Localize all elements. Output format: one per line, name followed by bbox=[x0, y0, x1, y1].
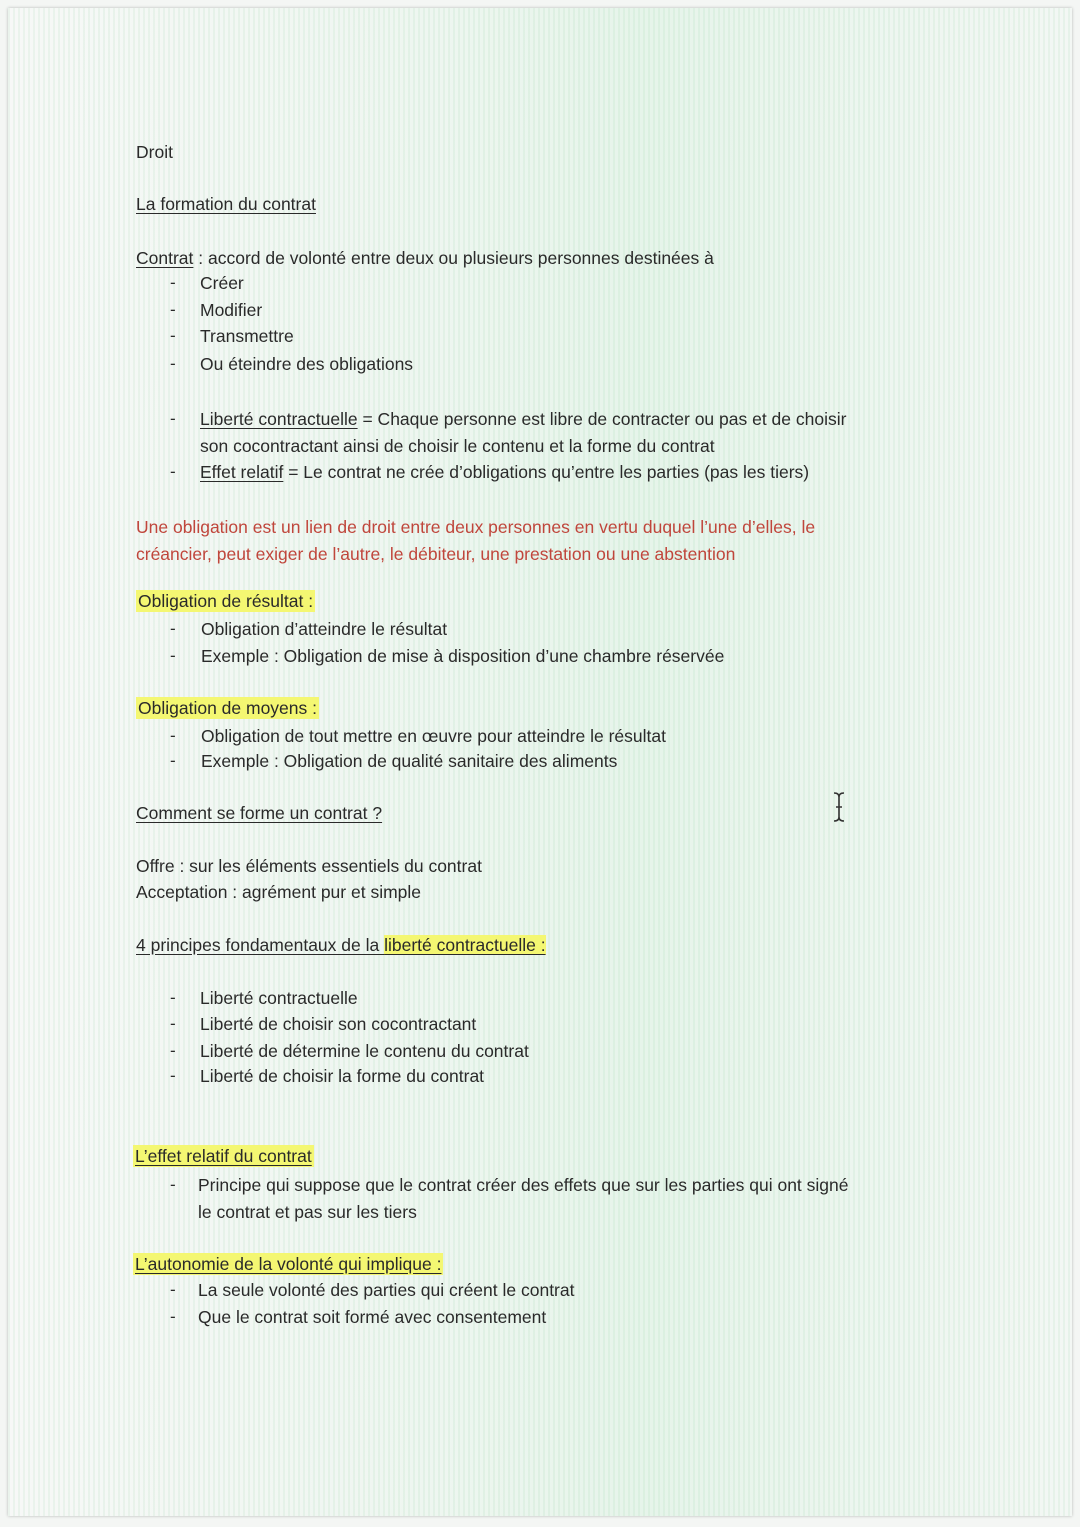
scanned-page: Droit La formation du contrat Contrat : accord de volonté entre deux ou plusieurs personnes destinées à - Créer - Modifier - Transmettre - Ou éteindre des obligations - Liberté contractuelle = Chaque personne est libre de contracter ou pas et de choisir son cocontractant ainsi de choisir le contenu et la forme du contrat - Effet relatif = Le contrat ne crée d’obligations qu’entre les parties (pas les tiers) Une obligation est un lien de droit entre deux personnes en vertu duquel l’une d’elles, le créancier, peut exiger de l’autre, le débiteur, une prestation ou une abstention Obligation de résultat : - Obligation d’atteindre le résultat - Exemple : Obligation de mise à disposition d’une chambre réservée Obligation de moyens : - Obligation de tout mettre en œuvre pour atteindre le résultat - Exemple : Obligation de qualité sanitaire des aliments Comment se forme un contrat ? Offre : sur les éléments essentiels du contrat Acceptation : agrément pur et simple 4 principes fondamentaux de la liberté contractuelle : - Liberté contractuelle - Liberté de choisir son cocontractant - Liberté de détermine le contenu du contrat - Liberté de choisir la forme du contrat L’effet relatif du contrat - Principe qui suppose que le contrat créer des effets que sur les parties qui ont signé le contrat et pas sur les tiers L’autonomie de la volonté qui implique : - La seule volonté des parties qui créent le contrat - Que le contrat soit formé avec consentement bbox=[8, 8, 1072, 1516]
list-item: Liberté de choisir la forme du contrat bbox=[200, 1066, 485, 1086]
offre-line: Offre : sur les éléments essentiels du contrat bbox=[136, 856, 482, 876]
liberte-line bbox=[200, 408, 846, 430]
liberte-text: = Chaque personne est libre de contracter ou pas et de choisir bbox=[357, 409, 847, 429]
list-item: Liberté de choisir son cocontractant bbox=[200, 1014, 477, 1034]
text-cursor-icon bbox=[832, 791, 846, 823]
effet-line bbox=[200, 461, 809, 483]
principes-heading bbox=[136, 934, 546, 956]
page-title: La formation du contrat bbox=[136, 194, 316, 214]
resultat-heading: Obligation de résultat : bbox=[138, 591, 314, 611]
list-item: Modifier bbox=[200, 300, 263, 320]
list-item: Créer bbox=[200, 273, 244, 293]
list-item: Exemple : Obligation de qualité sanitaire des aliments bbox=[201, 751, 618, 771]
list-item: La seule volonté des parties qui créent le contrat bbox=[198, 1280, 575, 1300]
list-item: Ou éteindre des obligations bbox=[200, 354, 414, 374]
liberte-line-2: son cocontractant ainsi de choisir le contenu et la forme du contrat bbox=[200, 436, 715, 456]
contrat-sep: : bbox=[193, 248, 208, 268]
subject-label: Droit bbox=[136, 142, 173, 162]
acceptation-line: Acceptation : agrément pur et simple bbox=[136, 882, 422, 902]
list-item: Liberté de détermine le contenu du contrat bbox=[200, 1041, 529, 1061]
list-item: Transmettre bbox=[200, 326, 294, 346]
obligation-definition-2: créancier, peut exiger de l’autre, le débiteur, une prestation ou une abstention bbox=[136, 544, 736, 564]
contrat-definition bbox=[136, 247, 714, 269]
liberte-term: Liberté contractuelle bbox=[200, 409, 358, 429]
list-item: Obligation de tout mettre en œuvre pour atteindre le résultat bbox=[201, 726, 666, 746]
effet-relatif-line-2: le contrat et pas sur les tiers bbox=[198, 1202, 417, 1222]
autonomie-heading: L’autonomie de la volonté qui implique : bbox=[135, 1254, 442, 1274]
principes-heading-b: liberté contractuelle : bbox=[384, 935, 546, 955]
moyens-heading: Obligation de moyens : bbox=[138, 698, 317, 718]
list-item: Que le contrat soit formé avec consentement bbox=[198, 1307, 547, 1327]
contrat-term: Contrat bbox=[136, 248, 194, 268]
effet-text: = Le contrat ne crée d’obligations qu’entre les parties (pas les tiers) bbox=[283, 462, 810, 482]
effet-relatif-heading: L’effet relatif du contrat bbox=[135, 1146, 312, 1166]
principes-heading-a: 4 principes fondamentaux de la bbox=[136, 935, 385, 955]
list-item: Obligation d’atteindre le résultat bbox=[201, 619, 448, 639]
forme-heading: Comment se forme un contrat ? bbox=[136, 803, 383, 823]
effet-relatif-line-1: Principe qui suppose que le contrat créer des effets que sur les parties qui ont signé bbox=[198, 1175, 849, 1195]
effet-term: Effet relatif bbox=[200, 462, 284, 482]
contrat-definition-text: accord de volonté entre deux ou plusieurs personnes destinées à bbox=[207, 248, 714, 268]
obligation-definition-1: Une obligation est un lien de droit entre deux personnes en vertu duquel l’une d’elles, le bbox=[136, 517, 816, 537]
list-item: Liberté contractuelle bbox=[200, 988, 358, 1008]
list-item: Exemple : Obligation de mise à disposition d’une chambre réservée bbox=[201, 646, 725, 666]
